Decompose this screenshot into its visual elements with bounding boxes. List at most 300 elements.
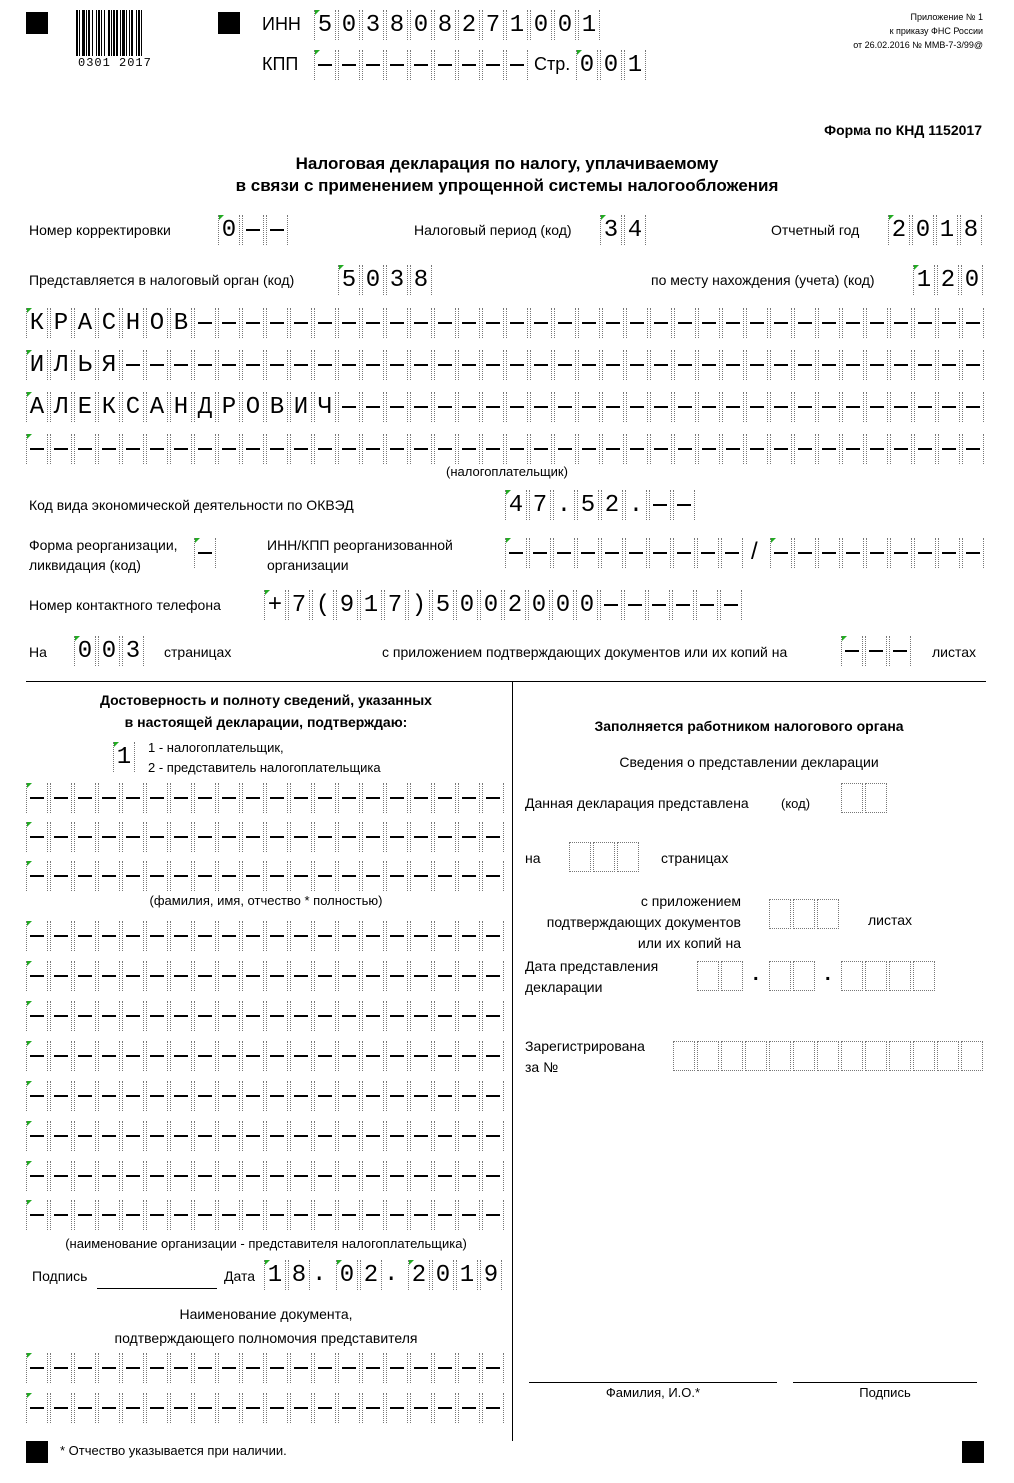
char-cell	[362, 861, 384, 891]
char-cell	[26, 921, 48, 951]
char-cell	[937, 1041, 959, 1071]
char-cell: 0	[338, 10, 360, 40]
char-cell	[866, 308, 888, 338]
char-cell	[626, 350, 648, 380]
char-cell	[842, 350, 864, 380]
char-cell	[146, 783, 168, 813]
barcode-bar	[136, 10, 137, 56]
corner-marker-top-left	[26, 12, 48, 34]
dash-mark	[198, 1367, 212, 1369]
dash-mark	[822, 552, 836, 554]
dash-mark	[630, 322, 644, 324]
dash-mark	[677, 504, 691, 506]
char-cell	[314, 1200, 336, 1230]
char-cell	[914, 392, 936, 422]
dash-mark	[174, 875, 188, 877]
char-cell: 7	[384, 590, 406, 620]
barcode-bar	[116, 10, 118, 56]
dash-mark	[414, 364, 428, 366]
char-cell: 0	[552, 590, 574, 620]
dash-mark	[342, 875, 356, 877]
char-cell	[865, 636, 887, 666]
char-cell	[410, 921, 432, 951]
char-cell	[266, 1393, 288, 1423]
dash-mark	[198, 1095, 212, 1097]
dash-mark	[462, 1015, 476, 1017]
char-cell	[122, 1121, 144, 1151]
char-cell: И	[290, 392, 312, 422]
dash-mark	[870, 448, 884, 450]
dash-mark	[366, 875, 380, 877]
char-cell: 2	[601, 490, 623, 520]
char-cell: 5	[577, 490, 599, 520]
dash-mark	[150, 1367, 164, 1369]
char-cell	[338, 783, 360, 813]
attach-cells	[841, 636, 913, 666]
char-cell	[482, 1393, 504, 1423]
dash-mark	[342, 1135, 356, 1137]
char-cell	[122, 1200, 144, 1230]
char-cell	[842, 538, 864, 568]
char-cell	[74, 1121, 96, 1151]
dash-mark	[390, 1135, 404, 1137]
dash-mark	[294, 1135, 308, 1137]
char-cell	[314, 861, 336, 891]
dash-mark	[174, 1015, 188, 1017]
dash-mark	[509, 552, 523, 554]
dash-mark	[414, 1055, 428, 1057]
char-cell	[194, 1081, 216, 1111]
char-cell	[338, 350, 360, 380]
dash-mark	[342, 364, 356, 366]
dash-mark	[54, 1407, 68, 1409]
right-sheets-label: листах	[868, 912, 913, 928]
char-cell: Ч	[314, 392, 336, 422]
dash-mark	[270, 322, 284, 324]
char-cell	[98, 921, 120, 951]
char-cell	[194, 783, 216, 813]
char-cell	[218, 1081, 240, 1111]
char-cell: Н	[170, 392, 192, 422]
char-cell	[26, 783, 48, 813]
doc-line2-cells	[26, 1393, 506, 1423]
char-cell	[434, 822, 456, 852]
char-cell	[505, 538, 527, 568]
dash-mark	[701, 552, 715, 554]
char-cell	[338, 822, 360, 852]
char-cell	[962, 308, 984, 338]
char-cell	[458, 392, 480, 422]
dash-mark	[198, 1175, 212, 1177]
char-cell	[674, 308, 696, 338]
char-cell	[434, 1161, 456, 1191]
char-cell	[362, 50, 384, 80]
char-cell	[578, 434, 600, 464]
char-cell	[674, 392, 696, 422]
char-cell	[650, 308, 672, 338]
dash-mark	[294, 364, 308, 366]
char-cell	[314, 50, 336, 80]
char-cell: К	[26, 308, 48, 338]
dash-mark	[581, 552, 595, 554]
char-cell: 0	[362, 265, 384, 295]
char-cell	[530, 308, 552, 338]
dash-mark	[318, 1055, 332, 1057]
barcode-bar	[129, 10, 130, 56]
char-cell	[698, 308, 720, 338]
char-cell	[818, 350, 840, 380]
char-cell	[26, 1353, 48, 1383]
name-line3-cells	[26, 392, 986, 422]
dash-mark	[870, 406, 884, 408]
dash-mark	[126, 836, 140, 838]
char-cell	[74, 783, 96, 813]
confirm-line2: в настоящей декларации, подтверждаю:	[124, 714, 408, 730]
dash-mark	[198, 322, 212, 324]
char-cell: 0	[528, 590, 550, 620]
dash-mark	[198, 1135, 212, 1137]
char-cell	[770, 350, 792, 380]
char-cell	[842, 434, 864, 464]
dash-mark	[126, 975, 140, 977]
barcode-bar	[79, 10, 80, 56]
dash-mark	[462, 797, 476, 799]
dash-mark	[126, 1175, 140, 1177]
dash-mark	[366, 1135, 380, 1137]
char-cell	[362, 1200, 384, 1230]
char-cell	[386, 1121, 408, 1151]
option-taxpayer: 1 - налогоплательщик,	[148, 740, 284, 755]
dash-mark	[726, 364, 740, 366]
dash-mark	[870, 364, 884, 366]
char-cell	[890, 538, 912, 568]
char-cell	[218, 1041, 240, 1071]
dash-mark	[654, 322, 668, 324]
dash-mark	[486, 797, 500, 799]
dash-mark	[270, 1175, 284, 1177]
char-cell	[672, 590, 694, 620]
dash-mark	[222, 1015, 236, 1017]
char-cell	[218, 434, 240, 464]
char-cell	[74, 961, 96, 991]
dash-mark	[438, 1367, 452, 1369]
dash-mark	[270, 836, 284, 838]
char-cell	[722, 434, 744, 464]
char-cell	[818, 434, 840, 464]
doc-line1-cells	[26, 1353, 506, 1383]
char-cell	[338, 1393, 360, 1423]
dash-mark	[126, 1214, 140, 1216]
char-cell: 1	[624, 50, 646, 80]
dash-mark	[198, 875, 212, 877]
dash-mark	[678, 406, 692, 408]
char-cell	[170, 1393, 192, 1423]
dash-mark	[894, 552, 908, 554]
char-cell	[961, 1041, 983, 1071]
char-cell	[458, 1081, 480, 1111]
char-cell	[602, 434, 624, 464]
dash-mark	[582, 448, 596, 450]
char-cell	[146, 1393, 168, 1423]
char-cell: 0	[961, 265, 983, 295]
dash-mark	[198, 448, 212, 450]
dash-mark	[750, 322, 764, 324]
dash-mark	[222, 875, 236, 877]
dash-mark	[462, 364, 476, 366]
right-subtitle: Сведения о представлении декларации	[619, 754, 879, 770]
reorg-inn-cells	[505, 538, 745, 568]
char-cell: 0	[336, 1260, 358, 1290]
appendix-line1: Приложение № 1	[910, 12, 983, 22]
fio-line1-cells	[26, 783, 506, 813]
char-cell	[146, 1200, 168, 1230]
dash-mark	[366, 1214, 380, 1216]
char-cell	[554, 392, 576, 422]
char-cell	[794, 434, 816, 464]
dash-mark	[414, 1015, 428, 1017]
dash-mark	[246, 875, 260, 877]
char-cell	[434, 961, 456, 991]
char-cell: 3	[122, 636, 144, 666]
dash-mark	[174, 1175, 188, 1177]
char-cell	[794, 308, 816, 338]
char-cell	[482, 1081, 504, 1111]
char-cell	[410, 1393, 432, 1423]
char-cell	[482, 822, 504, 852]
dash-mark	[414, 64, 428, 66]
char-cell	[362, 1041, 384, 1071]
char-cell	[386, 350, 408, 380]
char-cell	[98, 1353, 120, 1383]
dash-mark	[390, 448, 404, 450]
char-cell	[578, 392, 600, 422]
char-cell	[74, 861, 96, 891]
dash-mark	[414, 797, 428, 799]
char-cell	[793, 1041, 815, 1071]
char-cell	[50, 1001, 72, 1031]
dash-mark	[652, 604, 666, 606]
dash-mark	[30, 1015, 44, 1017]
dash-mark	[486, 1407, 500, 1409]
dash-mark	[414, 836, 428, 838]
dash-mark	[102, 935, 116, 937]
dash-mark	[342, 975, 356, 977]
char-cell	[386, 1041, 408, 1071]
location-label: по месту нахождения (учета) (код)	[651, 272, 875, 288]
inn-cells	[314, 10, 602, 40]
dash-mark	[246, 935, 260, 937]
char-cell: 1	[264, 1260, 286, 1290]
dash-mark	[558, 364, 572, 366]
char-cell: Н	[122, 308, 144, 338]
char-cell: 1	[936, 215, 958, 245]
char-cell	[530, 434, 552, 464]
right-pages-cells	[569, 842, 641, 872]
dash-mark	[774, 364, 788, 366]
char-cell	[170, 861, 192, 891]
dash-mark	[270, 1015, 284, 1017]
char-cell	[410, 1041, 432, 1071]
char-cell	[770, 308, 792, 338]
char-cell	[650, 392, 672, 422]
char-cell	[50, 1041, 72, 1071]
doc-line1: Наименование документа,	[179, 1306, 353, 1322]
officer-sign-label: Подпись	[859, 1385, 911, 1400]
char-cell: 1	[456, 1260, 478, 1290]
dash-mark	[78, 1015, 92, 1017]
char-cell: А	[146, 392, 168, 422]
char-cell	[362, 350, 384, 380]
dash-mark	[246, 797, 260, 799]
dash-mark	[30, 1055, 44, 1057]
char-cell: )	[408, 590, 430, 620]
char-cell	[218, 1200, 240, 1230]
char-cell	[74, 1393, 96, 1423]
dash-mark	[774, 322, 788, 324]
char-cell	[697, 961, 719, 991]
footnote: * Отчество указывается при наличии.	[60, 1443, 287, 1458]
dash-mark	[318, 364, 332, 366]
char-cell	[506, 350, 528, 380]
dash-mark	[390, 1214, 404, 1216]
dash-mark	[342, 836, 356, 838]
dash-mark	[390, 1407, 404, 1409]
dash-mark	[438, 1015, 452, 1017]
char-cell	[170, 961, 192, 991]
dash-mark	[150, 935, 164, 937]
dash-mark	[462, 875, 476, 877]
dash-mark	[150, 975, 164, 977]
dash-mark	[774, 406, 788, 408]
right-date-year-cells	[841, 961, 937, 991]
char-cell	[290, 1393, 312, 1423]
dash-mark	[486, 1015, 500, 1017]
char-cell	[529, 538, 551, 568]
presented-label: Данная декларация представлена	[525, 795, 749, 811]
char-cell: 1	[360, 590, 382, 620]
char-cell	[26, 1041, 48, 1071]
title-line2: в связи с применением упрощенной системы налогообложения	[235, 176, 779, 195]
location-cells	[913, 265, 985, 295]
right-attach-line1: с приложением	[640, 893, 741, 909]
fio-line2-cells	[26, 822, 506, 852]
char-cell	[770, 392, 792, 422]
char-cell	[721, 1041, 743, 1071]
char-cell	[890, 392, 912, 422]
dash-mark	[462, 64, 476, 66]
char-cell	[242, 434, 264, 464]
char-cell	[577, 538, 599, 568]
char-cell	[386, 783, 408, 813]
char-cell	[362, 822, 384, 852]
char-cell	[794, 538, 816, 568]
dash-mark	[54, 1367, 68, 1369]
dash-mark	[582, 322, 596, 324]
dash-mark	[246, 364, 260, 366]
char-cell	[122, 1001, 144, 1031]
char-cell	[26, 1081, 48, 1111]
char-cell	[242, 961, 264, 991]
dash-mark	[366, 1015, 380, 1017]
authority-cells	[338, 265, 434, 295]
char-cell: 5	[338, 265, 360, 295]
char-cell	[602, 350, 624, 380]
char-cell	[720, 590, 742, 620]
dash-mark	[486, 406, 500, 408]
char-cell	[194, 861, 216, 891]
dash-mark	[558, 406, 572, 408]
char-cell	[170, 921, 192, 951]
dash-mark	[486, 1135, 500, 1137]
char-cell	[242, 1161, 264, 1191]
char-cell	[482, 1001, 504, 1031]
char-cell	[266, 1041, 288, 1071]
dash-mark	[102, 1095, 116, 1097]
sign-date-day-cells	[264, 1260, 312, 1290]
dash-mark	[486, 836, 500, 838]
dash-mark	[222, 448, 236, 450]
dash-mark	[174, 1367, 188, 1369]
char-cell: (	[312, 590, 334, 620]
dash-mark	[126, 1135, 140, 1137]
dash-mark	[318, 1214, 332, 1216]
dash-mark	[126, 935, 140, 937]
char-cell: 8	[288, 1260, 310, 1290]
char-cell	[386, 308, 408, 338]
char-cell	[338, 308, 360, 338]
char-cell	[314, 1161, 336, 1191]
char-cell: В	[170, 308, 192, 338]
char-cell	[794, 392, 816, 422]
dash-mark	[30, 1367, 44, 1369]
char-cell	[266, 215, 288, 245]
dash-mark	[294, 1015, 308, 1017]
officer-signature-line	[793, 1382, 977, 1383]
dash-mark	[102, 1135, 116, 1137]
char-cell	[458, 50, 480, 80]
char-cell	[962, 350, 984, 380]
dash-mark	[222, 1055, 236, 1057]
dash-mark	[438, 975, 452, 977]
dash-mark	[390, 64, 404, 66]
dash-mark	[822, 406, 836, 408]
dash-mark	[294, 1055, 308, 1057]
char-cell: 8	[386, 10, 408, 40]
char-cell	[242, 1121, 264, 1151]
char-cell	[362, 921, 384, 951]
char-cell	[458, 1041, 480, 1071]
char-cell	[434, 783, 456, 813]
char-cell: С	[98, 308, 120, 338]
char-cell	[434, 921, 456, 951]
dash-mark	[557, 552, 571, 554]
dash-mark	[198, 1214, 212, 1216]
dash-mark	[150, 797, 164, 799]
char-cell	[649, 538, 671, 568]
barcode-bar	[76, 10, 78, 56]
char-cell	[722, 350, 744, 380]
sign-date-month-cells	[336, 1260, 384, 1290]
char-cell	[482, 434, 504, 464]
dash-mark	[270, 1214, 284, 1216]
char-cell: 5	[432, 590, 454, 620]
dash-mark	[174, 797, 188, 799]
dash-mark	[102, 875, 116, 877]
dash-mark	[246, 836, 260, 838]
char-cell	[817, 1041, 839, 1071]
dash-mark	[726, 406, 740, 408]
char-cell	[434, 861, 456, 891]
